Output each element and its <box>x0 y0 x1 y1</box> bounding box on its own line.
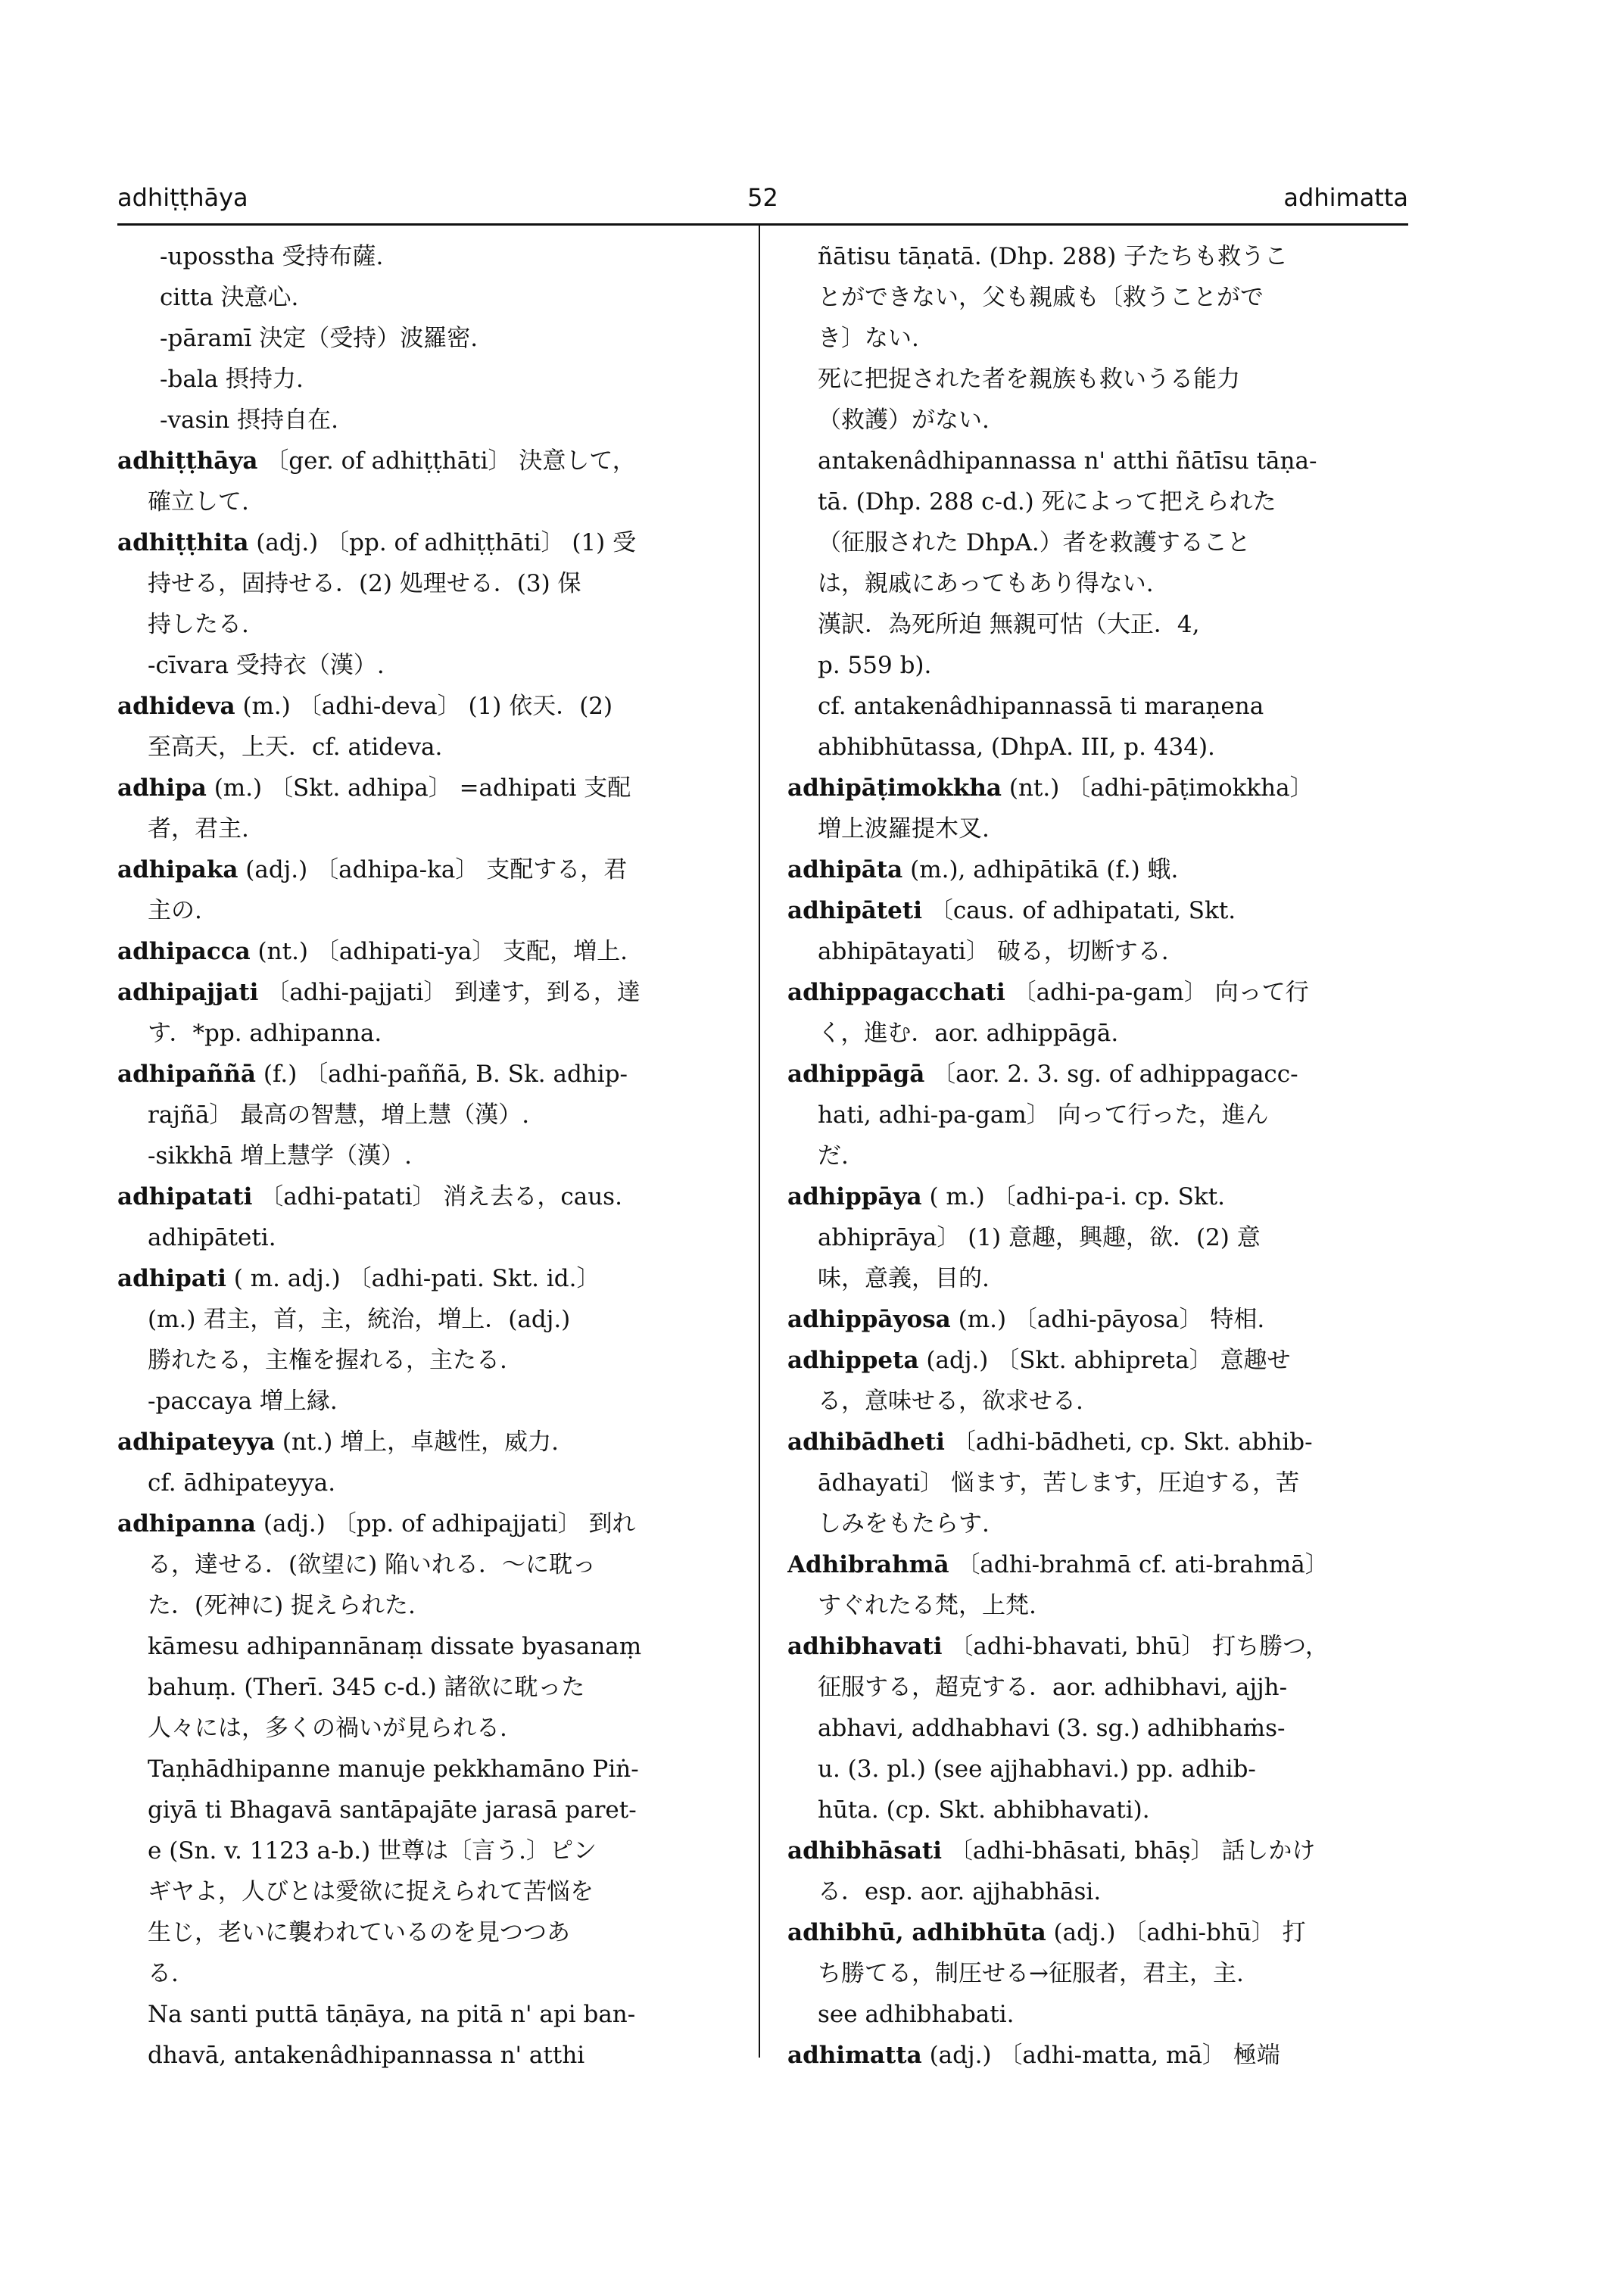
entry-text: (m.) 〔adhi-pāyosa〕 特相. <box>958 1306 1265 1333</box>
dictionary-entry-line <box>787 1054 1408 1095</box>
entry-text: (adj.) 〔pp. of adhiṭṭhāti〕 (1) 受 <box>256 529 637 556</box>
entry-text: 確立して. <box>148 488 249 516</box>
entry-text: see adhibhabati. <box>818 2001 1015 2028</box>
entry-text: dhavā, antakenâdhipannassa n' atthi <box>148 2042 585 2069</box>
dictionary-text-line <box>787 1381 1408 1422</box>
header-rule <box>117 223 1408 226</box>
dictionary-text-line <box>117 277 737 318</box>
entry-text: 至高天，上天．cf. atideva. <box>148 734 443 761</box>
entry-text: -cīvara 受持衣（漢）. <box>148 652 385 679</box>
entry-text: 漢訳．為死所迫 無親可怙（大正．4, <box>818 611 1200 638</box>
dictionary-text-line <box>117 1217 737 1258</box>
headword: adhipaka <box>117 856 238 883</box>
entry-text: ( m.) 〔adhi-pa-i. cp. Skt. <box>929 1183 1225 1210</box>
dictionary-entry-line <box>117 522 737 563</box>
dictionary-entry-line <box>787 1176 1408 1217</box>
entry-text: abhibhūtassa, (DhpA. III, p. 434). <box>818 734 1215 761</box>
page-header <box>117 183 1408 220</box>
headword: adhibhavati <box>787 1633 943 1660</box>
dictionary-text-line <box>117 1095 737 1136</box>
headword: adhipacca <box>117 938 251 965</box>
headword: adhipateyya <box>117 1428 275 1456</box>
dictionary-entry-line <box>787 2035 1408 2076</box>
headword: adhipati <box>117 1265 226 1292</box>
entry-text: す．*pp. adhipanna. <box>148 1020 382 1047</box>
entry-text: 者，君主. <box>148 815 249 843</box>
entry-text: (nt.) 増上，卓越性，威力. <box>282 1428 560 1456</box>
dictionary-text-line <box>117 1912 737 1953</box>
dictionary-text-line <box>117 1136 737 1176</box>
dictionary-text-line <box>787 931 1408 972</box>
dictionary-entry-line <box>117 931 737 972</box>
entry-text: antakenâdhipannassa n' atthi ñātīsu tāṇa- <box>818 447 1317 475</box>
dictionary-text-line <box>787 318 1408 359</box>
dictionary-text-line <box>787 604 1408 645</box>
entry-text: 〔adhi-bādheti, cp. Skt. abhib- <box>952 1428 1313 1456</box>
dictionary-text-line <box>117 1340 737 1381</box>
entry-text: hati, adhi-pa-gam〕 向って行った，進ん <box>818 1101 1269 1129</box>
dictionary-text-line <box>787 481 1408 522</box>
dictionary-text-line <box>117 481 737 522</box>
entry-text: だ. <box>818 1142 849 1170</box>
dictionary-text-line <box>117 645 737 686</box>
entry-text: 〔adhi-pa-gam〕 向って行 <box>1012 979 1309 1006</box>
dictionary-text-line <box>117 604 737 645</box>
dictionary-text-line <box>787 686 1408 727</box>
dictionary-text-line <box>787 441 1408 481</box>
entry-text: る. <box>148 1960 179 1987</box>
headword: adhipanna <box>117 1510 257 1537</box>
dictionary-entry-line <box>787 1422 1408 1463</box>
entry-text: (adj.) 〔adhi-bhū〕 打 <box>1053 1919 1306 1946</box>
headword: adhibhāsati <box>787 1837 943 1865</box>
entry-text: る，意味せる，欲求せる. <box>818 1388 1083 1415</box>
left-guide-word: adhiṭṭhāya <box>117 183 248 212</box>
entry-text: 〔adhi-patati〕 消え去る，caus. <box>260 1183 622 1210</box>
dictionary-entry-line <box>117 686 737 727</box>
entry-text: giyā ti Bhagavā santāpajāte jarasā paret- <box>148 1796 637 1824</box>
entry-text: -paccaya 増上縁. <box>148 1388 338 1415</box>
entry-text: (adj.) 〔pp. of adhipajjati〕 到れ <box>263 1510 636 1537</box>
entry-text: く，進む．aor. adhippāgā. <box>818 1020 1119 1047</box>
dictionary-text-line <box>787 277 1408 318</box>
dictionary-text-line <box>787 1953 1408 1994</box>
entry-text: cf. antakenâdhipannassā ti maraṇena <box>818 693 1264 720</box>
dictionary-entry-line <box>787 768 1408 808</box>
headword: adhippāya <box>787 1183 922 1210</box>
dictionary-text-line <box>117 1953 737 1994</box>
entry-text: 生じ，老いに襲われているのを見つつあ <box>148 1919 570 1946</box>
entry-text: (adj.) 〔Skt. abhipreta〕 意趣せ <box>926 1347 1291 1374</box>
dictionary-entry-line <box>117 1176 737 1217</box>
dictionary-text-line <box>117 359 737 400</box>
entry-text: -vasin 摂持自在. <box>160 407 338 434</box>
dictionary-text-line <box>787 400 1408 441</box>
entry-text: e (Sn. v. 1123 a-b.) 世尊は〔言う.〕ピン <box>148 1837 597 1865</box>
dictionary-text-line <box>117 1013 737 1054</box>
right-column <box>787 236 1408 2076</box>
entry-text: ādhayati〕 悩ます，苦します，圧迫する，苦 <box>818 1469 1300 1497</box>
entry-text: （征服された DhpA.）者を救護すること <box>818 529 1251 556</box>
dictionary-text-line <box>787 1790 1408 1830</box>
entry-text: 〔adhi-bhāsati, bhāṣ〕 話しかけ <box>949 1837 1316 1865</box>
entry-text: 味，意義，目的. <box>818 1265 990 1292</box>
entry-text: -uposstha 受持布薩. <box>160 243 384 270</box>
entry-text: る．esp. aor. ajjhabhāsi. <box>818 1878 1102 1905</box>
entry-text: 〔adhi-bhavati, bhū〕 打ち勝つ， <box>949 1633 1329 1660</box>
headword: adhippagacchati <box>787 979 1005 1006</box>
dictionary-entry-line <box>787 1912 1408 1953</box>
dictionary-text-line <box>787 1463 1408 1503</box>
dictionary-text-line <box>787 1994 1408 2035</box>
entry-text: とができない，父も親戚も〔救うことがで <box>818 284 1264 311</box>
dictionary-text-line <box>117 1544 737 1585</box>
dictionary-entry-line <box>117 1054 737 1095</box>
entry-text: citta 決意心. <box>160 284 299 311</box>
dictionary-text-line <box>787 645 1408 686</box>
dictionary-entry-line <box>787 972 1408 1013</box>
dictionary-entry-line <box>117 1503 737 1544</box>
entry-text: (nt.) 〔adhipati-ya〕 支配，増上. <box>257 938 628 965</box>
dictionary-text-line <box>787 1503 1408 1544</box>
dictionary-text-line <box>787 808 1408 849</box>
right-guide-word: adhimatta <box>1283 183 1408 212</box>
entry-text: る，達せる．(欲望に) 陥いれる．～に耽っ <box>148 1551 597 1578</box>
dictionary-text-line <box>117 1708 737 1749</box>
dictionary-text-line <box>787 359 1408 400</box>
column-divider <box>759 226 760 2058</box>
headword: adhipaññā <box>117 1061 257 1088</box>
entry-text: 増上波羅提木叉. <box>818 815 990 843</box>
dictionary-entry-line <box>117 1258 737 1299</box>
dictionary-text-line <box>117 808 737 849</box>
dictionary-text-line <box>117 1463 737 1503</box>
entry-text: (adj.) 〔adhipa-ka〕 支配する，君 <box>245 856 628 883</box>
entry-text: すぐれたる梵，上梵. <box>818 1592 1036 1619</box>
entry-text: しみをもたらす. <box>818 1510 990 1537</box>
headword: adhipa <box>117 774 207 802</box>
dictionary-entry-line <box>117 972 737 1013</box>
entry-text: 征服する，超克する．aor. adhibhavi, ajjh- <box>818 1674 1288 1701</box>
dictionary-entry-line <box>787 1544 1408 1585</box>
dictionary-text-line <box>787 1871 1408 1912</box>
dictionary-text-line <box>117 1585 737 1626</box>
dictionary-text-line <box>117 318 737 359</box>
dictionary-text-line <box>117 1871 737 1912</box>
entry-text: -pāramī 決定（受持）波羅密. <box>160 325 478 352</box>
dictionary-text-line <box>117 1626 737 1667</box>
entry-text: 〔aor. 2. 3. sg. of adhippagacc- <box>932 1061 1298 1088</box>
entry-text: kāmesu adhipannānaṃ dissate byasanaṃ <box>148 1633 642 1660</box>
entry-text: u. (3. pl.) (see ajjhabhavi.) pp. adhib- <box>818 1756 1256 1783</box>
dictionary-text-line <box>787 1095 1408 1136</box>
dictionary-text-line <box>787 1585 1408 1626</box>
dictionary-text-line <box>787 1217 1408 1258</box>
entry-text: cf. ādhipateyya. <box>148 1469 336 1497</box>
dictionary-text-line <box>117 1381 737 1422</box>
entry-text: 勝れたる，主権を握れる，主たる. <box>148 1347 507 1374</box>
entry-text: rajñā〕 最高の智慧，増上慧（漢）. <box>148 1101 530 1129</box>
headword: adhipajjati <box>117 979 259 1006</box>
headword: adhippāgā <box>787 1061 925 1088</box>
entry-text: ギヤよ，人びとは愛欲に捉えられて苦悩を <box>148 1878 594 1905</box>
dictionary-entry-line <box>787 1299 1408 1340</box>
dictionary-text-line <box>787 563 1408 604</box>
headword: adhibādheti <box>787 1428 945 1456</box>
entry-text: bahuṃ. (Therī. 345 c-d.) 諸欲に耽った <box>148 1674 585 1701</box>
headword: adhipāta <box>787 856 903 883</box>
entry-text: Na santi puttā tāṇāya, na pitā n' api ban- <box>148 2001 636 2028</box>
entry-text: 死に把捉された者を親族も救いうる能力 <box>818 366 1240 393</box>
entry-text: は，親戚にあってもあり得ない. <box>818 570 1154 597</box>
entry-text: ち勝てる，制圧せる→征服者，君主，主. <box>818 1960 1244 1987</box>
entry-text: 〔caus. of adhipatati, Skt. <box>929 897 1236 924</box>
entry-text: 持せる，固持せる．(2) 処理せる．(3) 保 <box>148 570 581 597</box>
headword: adhibhū, adhibhūta <box>787 1919 1046 1946</box>
entry-text: abhavi, addhabhavi (3. sg.) adhibhaṁs- <box>818 1715 1286 1742</box>
dictionary-text-line <box>787 522 1408 563</box>
headword: adhipāṭimokkha <box>787 774 1002 802</box>
entry-text: (f.) 〔adhi-paññā, B. Sk. adhip- <box>263 1061 628 1088</box>
entry-text: ( m. adj.) 〔adhi-pati. Skt. id.〕 <box>233 1265 600 1292</box>
page-number: 52 <box>747 183 778 212</box>
dictionary-text-line <box>787 1258 1408 1299</box>
entry-text: (m.) 〔adhi-deva〕 (1) 依天．(2) <box>242 693 613 720</box>
headword: adhipatati <box>117 1183 253 1210</box>
entry-text: (m.), adhipātikā (f.) 蛾. <box>910 856 1179 883</box>
entry-text: (m.) 〔Skt. adhipa〕 =adhipati 支配 <box>214 774 631 802</box>
dictionary-text-line <box>787 1667 1408 1708</box>
entry-text: (m.) 君主，首，主，統治，増上．(adj.) <box>148 1306 571 1333</box>
entry-text: (adj.) 〔adhi-matta, mā〕 極端 <box>929 2042 1280 2069</box>
dictionary-entry-line <box>117 768 737 808</box>
entry-text: -bala 摂持力. <box>160 366 304 393</box>
dictionary-text-line <box>787 1708 1408 1749</box>
entry-text: tā. (Dhp. 288 c-d.) 死によって把えられた <box>818 488 1276 516</box>
headword: adhipāteti <box>787 897 922 924</box>
entry-text: （救護）がない. <box>818 407 990 434</box>
entry-text: 持したる. <box>148 611 249 638</box>
dictionary-text-line <box>117 727 737 768</box>
dictionary-text-line <box>117 890 737 931</box>
dictionary-entry-line <box>787 890 1408 931</box>
dictionary-text-line <box>117 400 737 441</box>
entry-text: abhipātayati〕 破る，切断する. <box>818 938 1169 965</box>
entry-text: 〔ger. of adhiṭṭhāti〕 決意して， <box>265 447 636 475</box>
dictionary-text-line <box>787 236 1408 277</box>
entry-text: adhipāteti. <box>148 1224 276 1251</box>
dictionary-entry-line <box>787 1340 1408 1381</box>
dictionary-text-line <box>117 1299 737 1340</box>
headword: Adhibrahmā <box>787 1551 949 1578</box>
dictionary-text-line <box>117 1749 737 1790</box>
dictionary-text-line <box>787 1013 1408 1054</box>
entry-text: abhiprāya〕 (1) 意趣，興趣，欲．(2) 意 <box>818 1224 1261 1251</box>
entry-text: 〔adhi-brahmā cf. ati-brahmā〕 <box>956 1551 1329 1578</box>
entry-text: hūta. (cp. Skt. abhibhavati). <box>818 1796 1150 1824</box>
entry-text: 人々には，多くの禍いが見られる. <box>148 1715 507 1742</box>
entry-text: 〔adhi-pajjati〕 到達す，到る，達 <box>266 979 641 1006</box>
headword: adhideva <box>117 693 235 720</box>
dictionary-entry-line <box>117 441 737 481</box>
headword: adhimatta <box>787 2042 922 2069</box>
headword: adhiṭṭhita <box>117 529 249 556</box>
entry-text: p. 559 b). <box>818 652 932 679</box>
dictionary-entry-line <box>787 1626 1408 1667</box>
entry-text: き〕ない. <box>818 325 919 352</box>
dictionary-text-line <box>117 236 737 277</box>
dictionary-text-line <box>117 1790 737 1830</box>
entry-text: た．(死神に) 捉えられた. <box>148 1592 416 1619</box>
dictionary-text-line <box>117 1994 737 2035</box>
headword: adhippāyosa <box>787 1306 951 1333</box>
dictionary-text-line <box>787 727 1408 768</box>
entry-text: ñātisu tāṇatā. (Dhp. 288) 子たちも救うこ <box>818 243 1289 270</box>
headword: adhippeta <box>787 1347 919 1374</box>
dictionary-entry-line <box>787 849 1408 890</box>
entry-text: Taṇhādhipanne manuje pekkhamāno Piṅ- <box>148 1756 639 1783</box>
dictionary-text-line <box>117 1667 737 1708</box>
dictionary-text-line <box>117 563 737 604</box>
left-column <box>117 236 737 2076</box>
dictionary-entry-line <box>787 1830 1408 1871</box>
dictionary-text-line <box>117 1830 737 1871</box>
dictionary-entry-line <box>117 849 737 890</box>
dictionary-text-line <box>787 1749 1408 1790</box>
entry-text: -sikkhā 増上慧学（漢）. <box>148 1142 413 1170</box>
entry-text: (nt.) 〔adhi-pāṭimokkha〕 <box>1008 774 1314 802</box>
dictionary-entry-line <box>117 1422 737 1463</box>
dictionary-text-line <box>787 1136 1408 1176</box>
dictionary-text-line <box>117 2035 737 2076</box>
headword: adhiṭṭhāya <box>117 447 258 475</box>
entry-text: 主の. <box>148 897 202 924</box>
